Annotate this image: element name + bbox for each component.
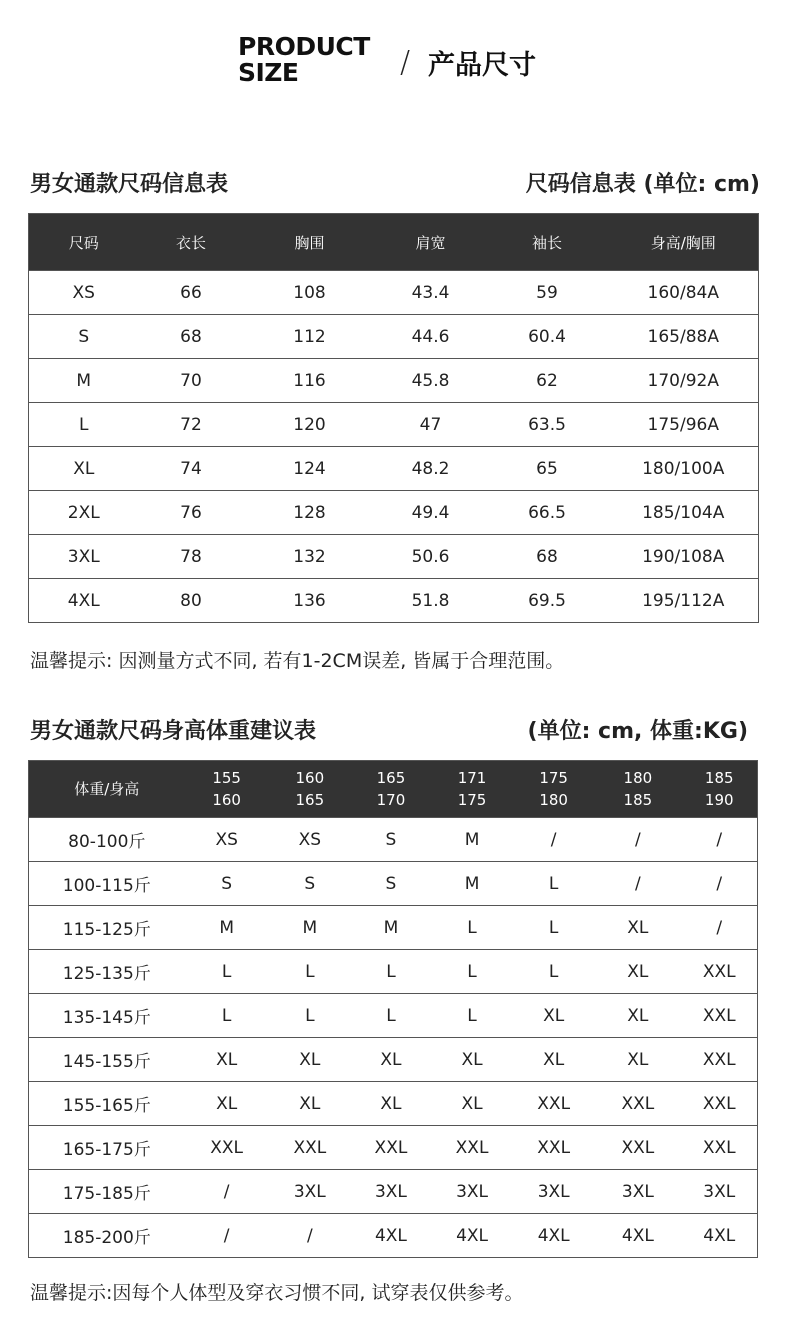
- table-cell: 66: [139, 271, 244, 315]
- size-cell: XL: [185, 1038, 269, 1082]
- height-range-bottom: 170: [376, 791, 406, 809]
- table-cell: 72: [139, 403, 244, 447]
- size-table-header-row: [29, 214, 759, 271]
- height-range-bottom: 190: [704, 791, 734, 809]
- table-cell: 3XL: [29, 535, 139, 579]
- size-cell: XL: [269, 1082, 351, 1126]
- table-cell: 51.8: [376, 579, 486, 623]
- size-cell: XL: [594, 1038, 681, 1082]
- size-cell: M: [351, 906, 431, 950]
- table-cell: 4XL: [29, 579, 139, 623]
- size-cell: XL: [351, 1038, 431, 1082]
- size-recommendation-table: [28, 760, 758, 1258]
- height-range-header: [681, 761, 757, 818]
- table-cell: 60.4: [486, 315, 609, 359]
- table-row: [29, 1082, 758, 1126]
- size-cell: L: [185, 994, 269, 1038]
- size-cell: M: [269, 906, 351, 950]
- size-cell: S: [185, 862, 269, 906]
- size-table-note: 温馨提示: 因测量方式不同, 若有1-2CM误差, 皆属于合理范围。: [30, 650, 565, 672]
- size-cell: 4XL: [681, 1214, 757, 1258]
- weight-range-cell: 175-185斤: [29, 1170, 185, 1214]
- table-cell: 68: [486, 535, 609, 579]
- size-cell: XXL: [681, 950, 757, 994]
- size-table-column-header: 肩宽: [376, 214, 486, 271]
- table-cell: 74: [139, 447, 244, 491]
- table-row: [29, 315, 759, 359]
- height-range-bottom: 185: [623, 791, 653, 809]
- corner-header: 体重/身高: [29, 761, 185, 818]
- table-cell: 65: [486, 447, 609, 491]
- size-info-table: [28, 213, 759, 623]
- height-range-header: [185, 761, 269, 818]
- size-cell: XL: [269, 1038, 351, 1082]
- size-cell: XL: [431, 1082, 513, 1126]
- recommend-table-body: [29, 818, 758, 1258]
- size-cell: L: [513, 862, 594, 906]
- size-table-column-header: 胸围: [244, 214, 376, 271]
- height-range-top: 185: [704, 769, 734, 787]
- size-cell: L: [185, 950, 269, 994]
- weight-range-cell: 80-100斤: [29, 818, 185, 862]
- height-range-bottom: 175: [457, 791, 487, 809]
- table-row: [29, 491, 759, 535]
- size-cell: XXL: [513, 1082, 594, 1126]
- weight-range-cell: 135-145斤: [29, 994, 185, 1038]
- size-cell: L: [431, 906, 513, 950]
- table-cell: 62: [486, 359, 609, 403]
- size-cell: M: [431, 862, 513, 906]
- table-row: [29, 818, 758, 862]
- size-cell: S: [351, 862, 431, 906]
- table-cell: S: [29, 315, 139, 359]
- size-cell: 4XL: [513, 1214, 594, 1258]
- size-cell: XXL: [431, 1126, 513, 1170]
- size-table-column-header: 衣长: [139, 214, 244, 271]
- table-cell: 185/104A: [609, 491, 759, 535]
- size-table-body: [29, 271, 759, 623]
- size-cell: /: [269, 1214, 351, 1258]
- table-cell: 170/92A: [609, 359, 759, 403]
- size-cell: XXL: [351, 1126, 431, 1170]
- weight-range-cell: 145-155斤: [29, 1038, 185, 1082]
- recommend-table-unit: (单位: cm, 体重:KG): [527, 719, 748, 744]
- size-cell: S: [351, 818, 431, 862]
- table-cell: 136: [244, 579, 376, 623]
- table-cell: 116: [244, 359, 376, 403]
- weight-range-cell: 115-125斤: [29, 906, 185, 950]
- recommend-table-note: 温馨提示:因每个人体型及穿衣习惯不同, 试穿表仅供参考。: [30, 1282, 524, 1304]
- table-row: [29, 1038, 758, 1082]
- table-cell: 180/100A: [609, 447, 759, 491]
- size-cell: XXL: [681, 1126, 757, 1170]
- weight-range-cell: 125-135斤: [29, 950, 185, 994]
- height-range-top: 171: [457, 769, 487, 787]
- table-row: [29, 403, 759, 447]
- table-cell: 175/96A: [609, 403, 759, 447]
- size-cell: /: [594, 862, 681, 906]
- table-row: [29, 950, 758, 994]
- size-cell: L: [513, 906, 594, 950]
- height-range-top: 155: [212, 769, 241, 787]
- size-cell: XL: [513, 1038, 594, 1082]
- size-table-column-header: 袖长: [486, 214, 609, 271]
- table-cell: 44.6: [376, 315, 486, 359]
- table-row: [29, 906, 758, 950]
- brand-title-line1: PRODUCT: [238, 32, 370, 61]
- size-cell: /: [185, 1170, 269, 1214]
- size-cell: XL: [185, 1082, 269, 1126]
- table-cell: 132: [244, 535, 376, 579]
- weight-range-cell: 185-200斤: [29, 1214, 185, 1258]
- size-cell: 3XL: [594, 1170, 681, 1214]
- recommend-table-title: 男女通款尺码身高体重建议表: [30, 719, 317, 744]
- size-cell: 3XL: [513, 1170, 594, 1214]
- table-row: [29, 994, 758, 1038]
- table-row: [29, 1170, 758, 1214]
- height-range-top: 180: [623, 769, 653, 787]
- page-title-cn: 产品尺寸: [428, 50, 536, 81]
- size-cell: 3XL: [351, 1170, 431, 1214]
- size-table-title: 男女通款尺码信息表: [30, 172, 229, 197]
- height-range-header: [351, 761, 431, 818]
- brand-title-line2: SIZE: [238, 58, 299, 87]
- table-row: [29, 579, 759, 623]
- table-cell: XS: [29, 271, 139, 315]
- height-range-bottom: 180: [539, 791, 568, 809]
- size-cell: /: [681, 818, 757, 862]
- size-cell: XL: [513, 994, 594, 1038]
- table-row: [29, 1214, 758, 1258]
- size-table-unit: 尺码信息表 (单位: cm): [525, 172, 760, 197]
- table-cell: 47: [376, 403, 486, 447]
- brand-title-en: [238, 34, 388, 86]
- table-cell: 69.5: [486, 579, 609, 623]
- size-cell: M: [185, 906, 269, 950]
- height-range-header: [269, 761, 351, 818]
- size-cell: XL: [594, 994, 681, 1038]
- table-cell: 43.4: [376, 271, 486, 315]
- size-table-column-header: 身高/胸围: [609, 214, 759, 271]
- size-cell: XL: [594, 906, 681, 950]
- size-cell: XXL: [681, 1082, 757, 1126]
- table-row: [29, 1126, 758, 1170]
- table-cell: 128: [244, 491, 376, 535]
- size-table-column-header: 尺码: [29, 214, 139, 271]
- table-row: [29, 271, 759, 315]
- size-cell: XXL: [681, 994, 757, 1038]
- table-cell: M: [29, 359, 139, 403]
- table-cell: 120: [244, 403, 376, 447]
- size-cell: L: [351, 950, 431, 994]
- table-cell: 160/84A: [609, 271, 759, 315]
- table-cell: 80: [139, 579, 244, 623]
- size-cell: L: [269, 950, 351, 994]
- table-cell: 63.5: [486, 403, 609, 447]
- table-row: [29, 359, 759, 403]
- height-range-header: [594, 761, 681, 818]
- size-cell: /: [185, 1214, 269, 1258]
- size-cell: XXL: [594, 1082, 681, 1126]
- height-range-top: 165: [376, 769, 406, 787]
- size-cell: 3XL: [431, 1170, 513, 1214]
- size-cell: M: [431, 818, 513, 862]
- table-cell: XL: [29, 447, 139, 491]
- table-row: [29, 535, 759, 579]
- size-cell: 3XL: [681, 1170, 757, 1214]
- size-cell: XXL: [594, 1126, 681, 1170]
- size-cell: S: [269, 862, 351, 906]
- weight-range-cell: 165-175斤: [29, 1126, 185, 1170]
- table-cell: 165/88A: [609, 315, 759, 359]
- size-cell: XS: [269, 818, 351, 862]
- title-separator: /: [400, 45, 411, 80]
- table-cell: 59: [486, 271, 609, 315]
- height-range-header: [431, 761, 513, 818]
- height-range-top: 175: [539, 769, 568, 787]
- table-cell: 48.2: [376, 447, 486, 491]
- size-cell: XXL: [681, 1038, 757, 1082]
- table-cell: 108: [244, 271, 376, 315]
- size-cell: /: [594, 818, 681, 862]
- table-cell: 112: [244, 315, 376, 359]
- size-cell: XS: [185, 818, 269, 862]
- size-cell: L: [513, 950, 594, 994]
- height-range-bottom: 160: [212, 791, 241, 809]
- table-cell: L: [29, 403, 139, 447]
- weight-range-cell: 100-115斤: [29, 862, 185, 906]
- recommend-table-header-row: [29, 761, 758, 818]
- size-cell: L: [431, 950, 513, 994]
- size-cell: /: [681, 862, 757, 906]
- size-cell: XL: [351, 1082, 431, 1126]
- size-cell: 4XL: [431, 1214, 513, 1258]
- table-row: [29, 862, 758, 906]
- size-cell: XL: [594, 950, 681, 994]
- size-cell: L: [269, 994, 351, 1038]
- height-range-bottom: 165: [295, 791, 325, 809]
- size-cell: L: [351, 994, 431, 1038]
- weight-range-cell: 155-165斤: [29, 1082, 185, 1126]
- size-cell: /: [681, 906, 757, 950]
- table-cell: 50.6: [376, 535, 486, 579]
- height-range-top: 160: [295, 769, 325, 787]
- size-cell: XXL: [185, 1126, 269, 1170]
- size-cell: /: [513, 818, 594, 862]
- table-cell: 190/108A: [609, 535, 759, 579]
- table-cell: 195/112A: [609, 579, 759, 623]
- size-cell: 3XL: [269, 1170, 351, 1214]
- table-cell: 70: [139, 359, 244, 403]
- table-cell: 45.8: [376, 359, 486, 403]
- table-row: [29, 447, 759, 491]
- size-cell: 4XL: [351, 1214, 431, 1258]
- table-cell: 68: [139, 315, 244, 359]
- table-cell: 2XL: [29, 491, 139, 535]
- size-cell: 4XL: [594, 1214, 681, 1258]
- table-cell: 78: [139, 535, 244, 579]
- table-cell: 76: [139, 491, 244, 535]
- table-cell: 66.5: [486, 491, 609, 535]
- size-cell: XXL: [513, 1126, 594, 1170]
- size-cell: XL: [431, 1038, 513, 1082]
- size-cell: XXL: [269, 1126, 351, 1170]
- height-range-header: [513, 761, 594, 818]
- table-cell: 124: [244, 447, 376, 491]
- table-cell: 49.4: [376, 491, 486, 535]
- size-cell: L: [431, 994, 513, 1038]
